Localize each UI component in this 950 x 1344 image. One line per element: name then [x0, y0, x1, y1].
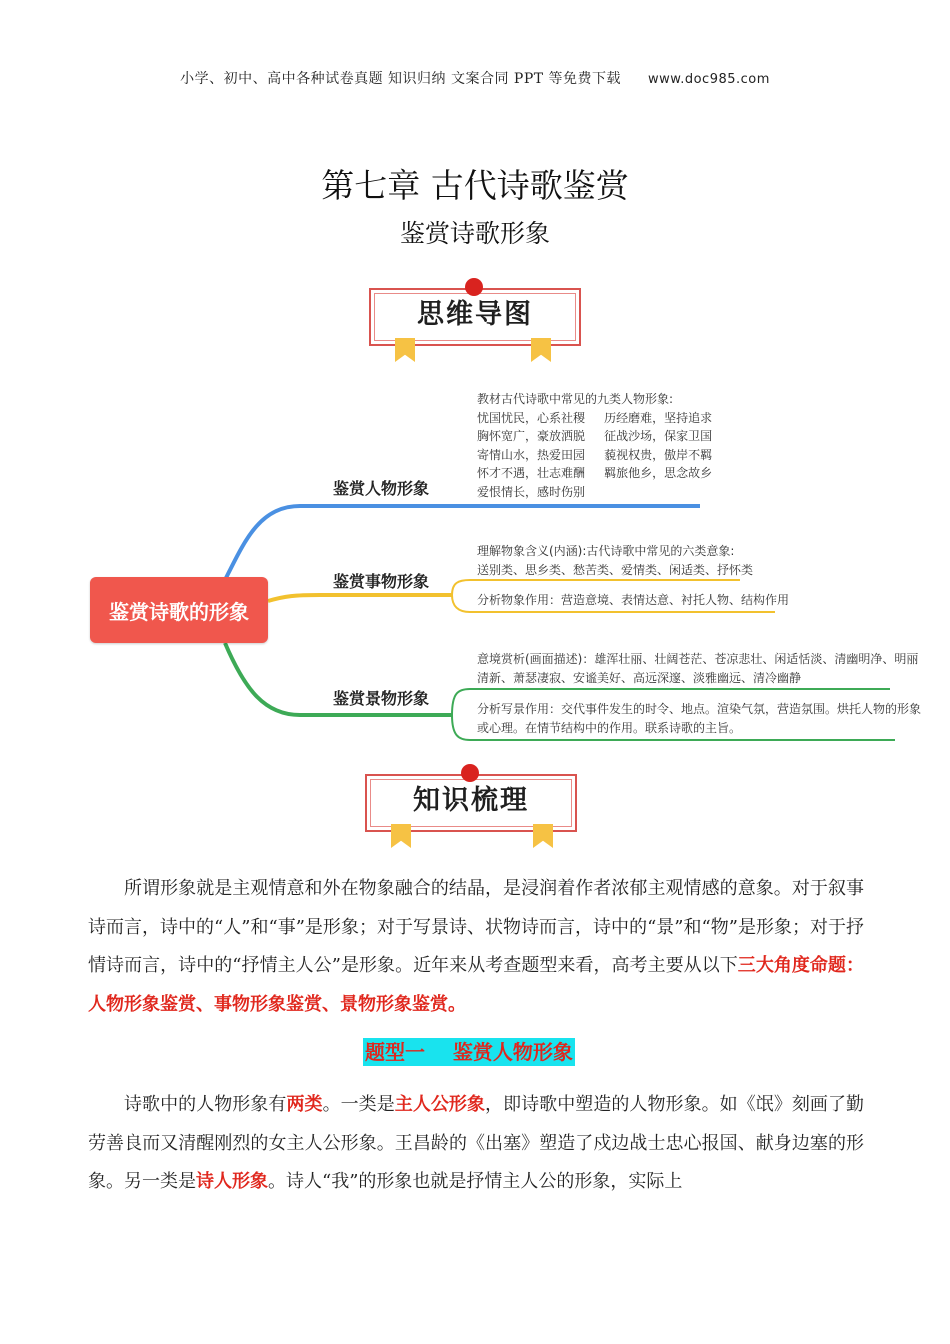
highlight-poet-image: 诗人形象	[196, 1171, 268, 1192]
intro-paragraph: 所谓形象就是主观情意和外在物象融合的结晶，是浸润着作者浓郁主观情感的意象。对于叙事诗而言，诗中的“人”和“事”是形象；对于写景诗、状物诗而言，诗中的“景”和“物”是形象；对于抒情诗而言，诗中的“抒情主人公”是形象。近年来从考查题型来看，高考主要从以下三大角度命题：人物形象鉴赏、事物形象鉴赏、景物形象鉴赏。	[88, 878, 865, 1015]
chapter-title: 第七章 古代诗歌鉴赏	[321, 166, 629, 205]
type-one-heading: 题型一 鉴赏人物形象	[365, 1040, 573, 1064]
branch-scene-notes: 意境赏析(画面描述)：雄浑壮丽、壮阔苍茫、苍凉悲壮、闲适恬淡、清幽明净、明丽 清新、萧瑟凄寂、安谧美好、高远深邃、淡雅幽远、清冷幽静	[477, 652, 919, 685]
header-url[interactable]: www.doc985.com	[648, 72, 770, 87]
mindmap-center-node: 鉴赏诗歌的形象	[90, 577, 268, 643]
branch-person-notes: 教材古代诗歌中常见的九类人物形象: 忧国忧民，心系社稷 历经磨难，坚持追求 胸怀宽广，豪放洒脱 征战沙场，保家卫国 寄情山水，热爱田园 藐视权贵，傲岸不羁 怀才不遇，壮志难酬 羁旅他乡，思念故乡 爱恨情长，感时伤别	[477, 392, 713, 499]
knowledge-badge	[357, 766, 587, 856]
section-subtitle: 鉴赏诗歌形象	[399, 219, 550, 248]
branch-person-label: 鉴赏人物形象	[333, 479, 430, 498]
highlight-two-types: 两类	[286, 1094, 323, 1115]
branch-scene-label: 鉴赏景物形象	[333, 689, 430, 708]
character-paragraph: 诗歌中的人物形象有两类。一类是主人公形象，即诗歌中塑造的人物形象。如《氓》刻画了勤劳善良而又清醒刚烈的女主人公形象。王昌龄的《出塞》塑造了戍边战士忠心报国、献身边塞的形象。另一类是诗人形象。诗人“我”的形象也就是抒情主人公的形象，实际上	[88, 1094, 865, 1192]
badge-label: 思维导图	[417, 299, 533, 330]
branch-object-notes: 理解物象含义(内涵):古代诗歌中常见的六类意象: 送别类、思乡类、愁苦类、爱情类、闲适类、抒怀类	[477, 544, 754, 577]
header-text: 小学、初中、高中各种试卷真题 知识归纳 文案合同 PPT 等免费下载	[180, 71, 622, 87]
connector-object	[268, 595, 452, 601]
branch-scene-notes2: 分析写景作用：交代事件发生的时令、地点。渲染气氛，营造氛围。烘托人物的形象 或心理。在情节结构中的作用。联系诗歌的主旨。	[477, 702, 922, 735]
badge-ribbon-right	[533, 824, 553, 848]
paragraph-highlight: 三大角度命题：人物形象鉴赏、事物形象鉴赏、景物形象鉴赏。	[88, 955, 865, 1015]
highlight-protagonist: 主人公形象	[394, 1094, 486, 1115]
branch-object-notes2: 分析物象作用：营造意境、表情达意、衬托人物、结构作用	[477, 593, 790, 607]
branch-object-label: 鉴赏事物形象	[333, 572, 430, 591]
badge-ribbon-left	[391, 824, 411, 848]
badge-label: 知识梳理	[413, 785, 529, 816]
